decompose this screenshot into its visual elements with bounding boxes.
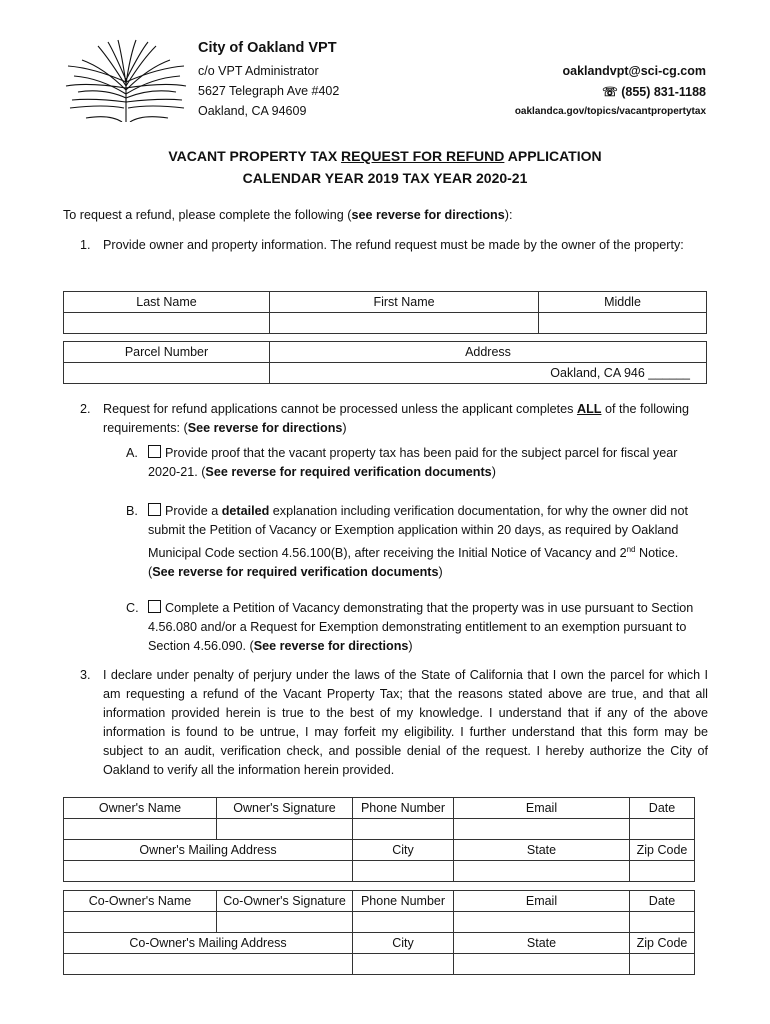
contact-phone	[602, 84, 706, 99]
co-zip-field[interactable]	[630, 954, 695, 975]
last-name-header: Last Name	[64, 292, 270, 313]
address-header: Address	[270, 342, 707, 363]
document-title: VACANT PROPERTY TAX REQUEST FOR REFUND APPLICATION	[168, 148, 602, 164]
option-c-letter: C.	[126, 601, 139, 615]
co-owner-signature-table	[63, 890, 695, 975]
co-mailing-address-header: Co-Owner's Mailing Address	[64, 933, 353, 954]
phone-number: (855) 831-1188	[621, 85, 706, 99]
co-city-field[interactable]	[353, 954, 454, 975]
middle-header: Middle	[539, 292, 707, 313]
address-line-2: 5627 Telegraph Ave #402	[198, 84, 340, 98]
date-field[interactable]	[630, 819, 695, 840]
state-field[interactable]	[454, 861, 630, 882]
option-c-text: Complete a Petition of Vacancy demonstrating that the property was in use pursuant to Section 4.56.080 and/or a Request for Exemption demonstrating entitlement to an exemption pursuant to Section 4.56.090. (See reverse for directions)	[148, 601, 694, 653]
owner-signature-field[interactable]	[217, 819, 353, 840]
owner-name-field[interactable]	[64, 819, 217, 840]
last-name-field[interactable]	[64, 313, 270, 334]
co-city-header: City	[353, 933, 454, 954]
parcel-number-header: Parcel Number	[64, 342, 270, 363]
co-mailing-address-field[interactable]	[64, 954, 353, 975]
option-c-checkbox[interactable]	[148, 600, 161, 613]
state-header: State	[454, 840, 630, 861]
city-field[interactable]	[353, 861, 454, 882]
oak-tree-logo	[64, 38, 188, 122]
option-a-text: Provide proof that the vacant property tax has been paid for the subject parcel for fiscal year 2020-21. (See reverse for required verification documents)	[148, 446, 678, 479]
phone-header: Phone Number	[353, 798, 454, 819]
email-field[interactable]	[454, 819, 630, 840]
co-email-field[interactable]	[454, 912, 630, 933]
owner-signature-table	[63, 797, 695, 882]
co-zip-header: Zip Code	[630, 933, 695, 954]
co-email-header: Email	[454, 891, 630, 912]
co-phone-header: Phone Number	[353, 891, 454, 912]
mailing-address-field[interactable]	[64, 861, 353, 882]
contact-email[interactable]: oaklandvpt@sci-cg.com	[562, 64, 706, 78]
item-3-number: 3.	[80, 668, 91, 682]
parcel-number-field[interactable]	[64, 363, 270, 384]
co-date-header: Date	[630, 891, 695, 912]
phone-field[interactable]	[353, 819, 454, 840]
property-table	[63, 341, 707, 384]
item-2-text: Request for refund applications cannot be processed unless the applicant completes ALL of the following requirements: (See reverse for directions)	[103, 402, 689, 435]
first-name-field[interactable]	[270, 313, 539, 334]
option-b-text: Provide a detailed explanation including verification documentation, for why the owner did not submit the Petition of Vacancy or Exemption application within 20 days, as required by Oakland Municipal Code section 4.56.100(B), after receiving the Initial Notice of Vacancy and 2nd Notice. (See reverse for required verification documents)	[148, 504, 688, 580]
middle-field[interactable]	[539, 313, 707, 334]
address-line-1: c/o VPT Administrator	[198, 64, 319, 78]
item-3-text: I declare under penalty of perjury under the laws of the State of California that I own the parcel for which I am requesting a refund of the Vacant Property Tax; that the reasons stated above are true, and that all information provided herein is true to the best of my knowledge. I understand that if any of the above information is found to be untrue, I may forfeit my eligibility. I further understand that this form may be subject to an audit, verification check, and possible denial of the request. I hereby authorize the City of Oakland to verify all the information herein provided.	[103, 668, 708, 777]
owner-signature-header: Owner's Signature	[217, 798, 353, 819]
owner-name-table	[63, 291, 707, 334]
co-owner-signature-field[interactable]	[217, 912, 353, 933]
mailing-address-header: Owner's Mailing Address	[64, 840, 353, 861]
zip-header: Zip Code	[630, 840, 695, 861]
document-subtitle: CALENDAR YEAR 2019 TAX YEAR 2020-21	[242, 170, 528, 186]
email-header: Email	[454, 798, 630, 819]
intro-text: To request a refund, please complete the following (see reverse for directions):	[63, 208, 513, 222]
zip-field[interactable]	[630, 861, 695, 882]
co-owner-signature-header: Co-Owner's Signature	[217, 891, 353, 912]
city-header: City	[353, 840, 454, 861]
co-phone-field[interactable]	[353, 912, 454, 933]
option-a-checkbox[interactable]	[148, 445, 161, 458]
item-1-number: 1.	[80, 238, 91, 252]
first-name-header: First Name	[270, 292, 539, 313]
co-state-header: State	[454, 933, 630, 954]
item-1-text: Provide owner and property information. The refund request must be made by the owner of the property:	[103, 238, 684, 252]
option-a-letter: A.	[126, 446, 138, 460]
co-owner-name-header: Co-Owner's Name	[64, 891, 217, 912]
item-2-number: 2.	[80, 402, 91, 416]
date-header: Date	[630, 798, 695, 819]
option-b-checkbox[interactable]	[148, 503, 161, 516]
phone-icon: ☏	[602, 85, 618, 99]
co-date-field[interactable]	[630, 912, 695, 933]
org-name: City of Oakland VPT	[198, 40, 337, 56]
co-state-field[interactable]	[454, 954, 630, 975]
co-owner-name-field[interactable]	[64, 912, 217, 933]
option-b-letter: B.	[126, 504, 138, 518]
contact-website[interactable]: oaklandca.gov/topics/vacantpropertytax	[514, 106, 706, 117]
owner-name-header: Owner's Name	[64, 798, 217, 819]
address-field[interactable]: Oakland, CA 946 ______	[270, 363, 707, 384]
address-line-3: Oakland, CA 94609	[198, 104, 307, 118]
